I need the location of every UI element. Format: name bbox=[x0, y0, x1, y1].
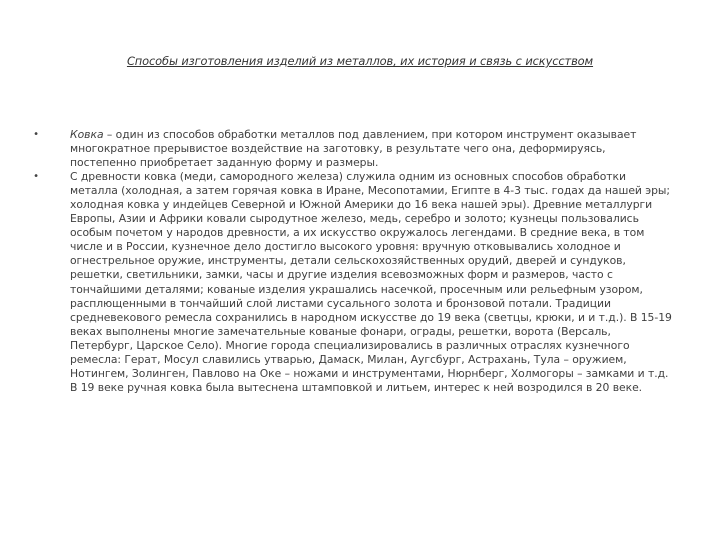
bullet-item-forging-definition bbox=[30, 128, 675, 170]
bullet-point-icon: • bbox=[33, 171, 39, 183]
slide-title: Способы изготовления изделий из металлов, их история и связь с искусством bbox=[126, 54, 594, 68]
bullet-item-forging-history bbox=[30, 170, 675, 395]
bullet-list bbox=[30, 128, 675, 395]
bullet-term: Ковка bbox=[70, 128, 104, 141]
bullet-text: – один из способов обработки металлов под давлением, при котором инструмент оказывает многократное прерывистое воздействие на заготовку, в результате чего она, деформируясь, постепенно приобретает заданную форму и размеры. bbox=[70, 128, 637, 170]
bullet-point-icon: • bbox=[33, 129, 39, 140]
bullet-text: С древности ковка (меди, самородного железа) служила одним из основных способов обработки металла (холодная, а затем горячая ковка в Иране, Месопотамии, Египте в 4-3 тыс. годах да нашей эры; холодная ковка у индейцев Северной и Южной Америки до 16 века нашей эры). Древние металлурги Европы, Азии и Африки ковали сыродутное железо, медь, серебро и золото; кузнецы пользовались особым почетом у народов древности, а их искусство окружалось легендами. В средние века, в том числе и в России, кузнечное дело достигло высокого уровня: вручную отковывались холодное и огнестрельное оружие, инструменты, детали сельскохозяйственных орудий, дверей и сундуков, решетки, светильники, замки, часы и другие изделия всевозможных форм и размеров, часто с тончайшими деталями; кованые изделия украшались насечкой, просечным или рельефным узором, расплющенными в тончайший слой листами сусального золота и бронзовой потали. Традиции средневекового ремесла сохранились в народном искусстве до 19 века (светцы, крюки, и и т.д.). В 15-19 веках выполнены многие замечательные кованые фонари, ограды, решетки, ворота (Версаль, Петербург, Царское Село). Многие города специализировались в различных отраслях кузнечного ремесла: Герат, Мосул славились утварью, Дамаск, Милан, Аугсбург, Астрахань, Тула – оружием, Нотингем, Золинген, Павлово на Оке – ножами и инструментами, Нюрнберг, Холмогоры – замками и т.д. В 19 веке ручная ковка была вытеснена штамповкой и литьем, интерес к ней возродился в 20 веке. bbox=[70, 170, 672, 394]
